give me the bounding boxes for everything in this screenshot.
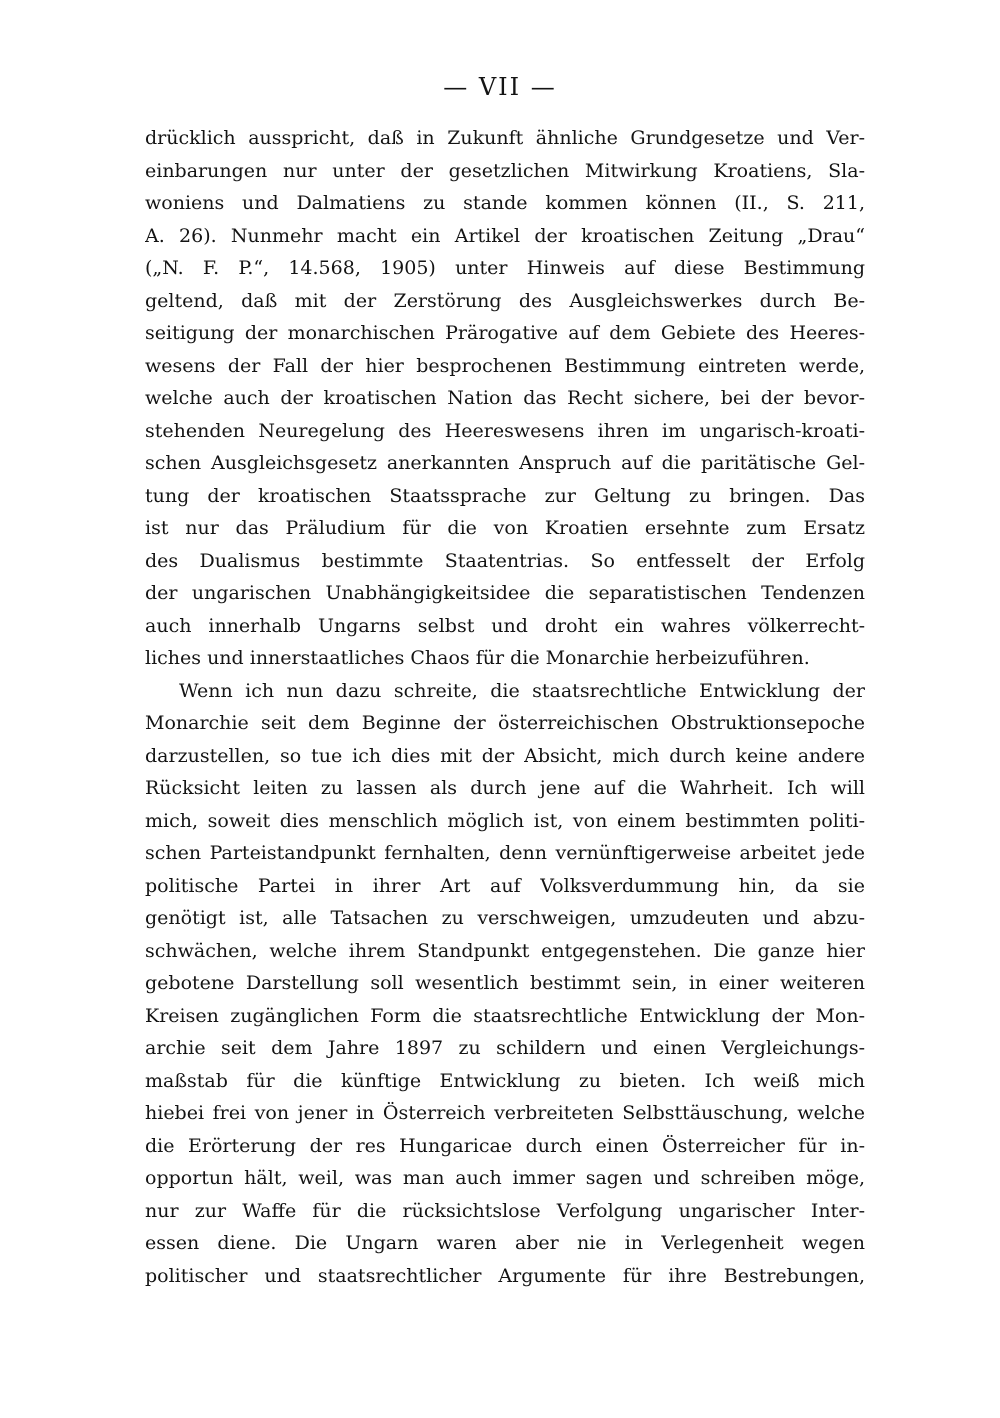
- text-line: nur zur Waffe für die rücksichtslose Verfolgung ungarischer Inter-: [145, 1199, 865, 1222]
- text-line: schen Ausgleichsgesetz anerkannten Anspruch auf die paritätische Gel-: [145, 452, 865, 474]
- text-line: der ungarischen Unabhängigkeitsidee die separatistischen Tendenzen: [145, 582, 865, 604]
- text-line: schwächen, welche ihrem Standpunkt entgegenstehen. Die ganze hier: [145, 939, 865, 962]
- text-line: Wenn ich nun dazu schreite, die staatsrechtliche Entwicklung der: [179, 679, 865, 702]
- text-line: drücklich ausspricht, daß in Zukunft ähnliche Grundgesetze und Ver-: [145, 127, 865, 149]
- text-line: die Erörterung der res Hungaricae durch einen Österreicher für in-: [145, 1134, 865, 1157]
- text-line: des Dualismus bestimmte Staatentrias. So entfesselt der Erfolg: [145, 549, 865, 572]
- text-line: politischer und staatsrechtlicher Argumente für ihre Bestrebungen,: [145, 1264, 865, 1287]
- text-line: politische Partei in ihrer Art auf Volksverdummung hin, da sie: [145, 874, 865, 897]
- text-line: Rücksicht leiten zu lassen als durch jene auf die Wahrheit. Ich will: [145, 777, 865, 799]
- text-line: („N. F. P.“, 14.568, 1905) unter Hinweis auf diese Bestimmung: [145, 257, 865, 279]
- text-line: Kreisen zugänglichen Form die staatsrechtliche Entwicklung der Mon-: [145, 1004, 865, 1027]
- text-line: hiebei frei von jener in Österreich verbreiteten Selbsttäuschung, welche: [145, 1102, 865, 1124]
- text-line: darzustellen, so tue ich dies mit der Absicht, mich durch keine andere: [145, 744, 865, 767]
- text-line: stehenden Neuregelung des Heereswesens ihren im ungarisch-kroati-: [145, 419, 865, 442]
- text-line: Monarchie seit dem Beginne der österreichischen Obstruktionsepoche: [145, 712, 865, 734]
- text-line: welche auch der kroatischen Nation das Recht sichere, bei der bevor-: [145, 387, 865, 409]
- text-line: gebotene Darstellung soll wesentlich bestimmt sein, in einer weiteren: [145, 972, 865, 994]
- text-line: tung der kroatischen Staatssprache zur Geltung zu bringen. Das: [145, 484, 865, 507]
- text-line: einbarungen nur unter der gesetzlichen Mitwirkung Kroatiens, Sla-: [145, 159, 865, 182]
- text-line: genötigt ist, alle Tatsachen zu verschweigen, umzudeuten und abzu-: [145, 907, 865, 929]
- text-line: wesens der Fall der hier besprochenen Bestimmung eintreten werde,: [145, 354, 865, 377]
- text-line: A. 26). Nunmehr macht ein Artikel der kroatischen Zeitung „Drau“: [145, 224, 865, 247]
- text-line: archie seit dem Jahre 1897 zu schildern und einen Vergleichungs-: [145, 1037, 865, 1059]
- page-number: — VII —: [443, 73, 557, 101]
- text-line: ist nur das Präludium für die von Kroatien ersehnte zum Ersatz: [145, 517, 865, 539]
- text-line: schen Parteistandpunkt fernhalten, denn vernünftigerweise arbeitet jede: [145, 842, 865, 864]
- body-text: [145, 122, 865, 1292]
- text-line: liches und innerstaatliches Chaos für die Monarchie herbeizuführen.: [145, 647, 810, 669]
- text-line: seitigung der monarchischen Prärogative auf dem Gebiete des Heeres-: [145, 322, 865, 344]
- text-line: essen diene. Die Ungarn waren aber nie in Verlegenheit wegen: [145, 1232, 865, 1254]
- text-line: auch innerhalb Ungarns selbst und droht ein wahres völkerrecht-: [145, 614, 865, 637]
- text-line: maßstab für die künftige Entwicklung zu bieten. Ich weiß mich: [145, 1069, 865, 1092]
- text-line: woniens und Dalmatiens zu stande kommen können (II., S. 211,: [145, 192, 865, 214]
- text-line: mich, soweit dies menschlich möglich ist, von einem bestimmten politi-: [145, 809, 865, 832]
- text-line: geltend, daß mit der Zerstörung des Ausgleichswerkes durch Be-: [145, 289, 865, 312]
- text-line: opportun hält, weil, was man auch immer sagen und schreiben möge,: [145, 1167, 865, 1189]
